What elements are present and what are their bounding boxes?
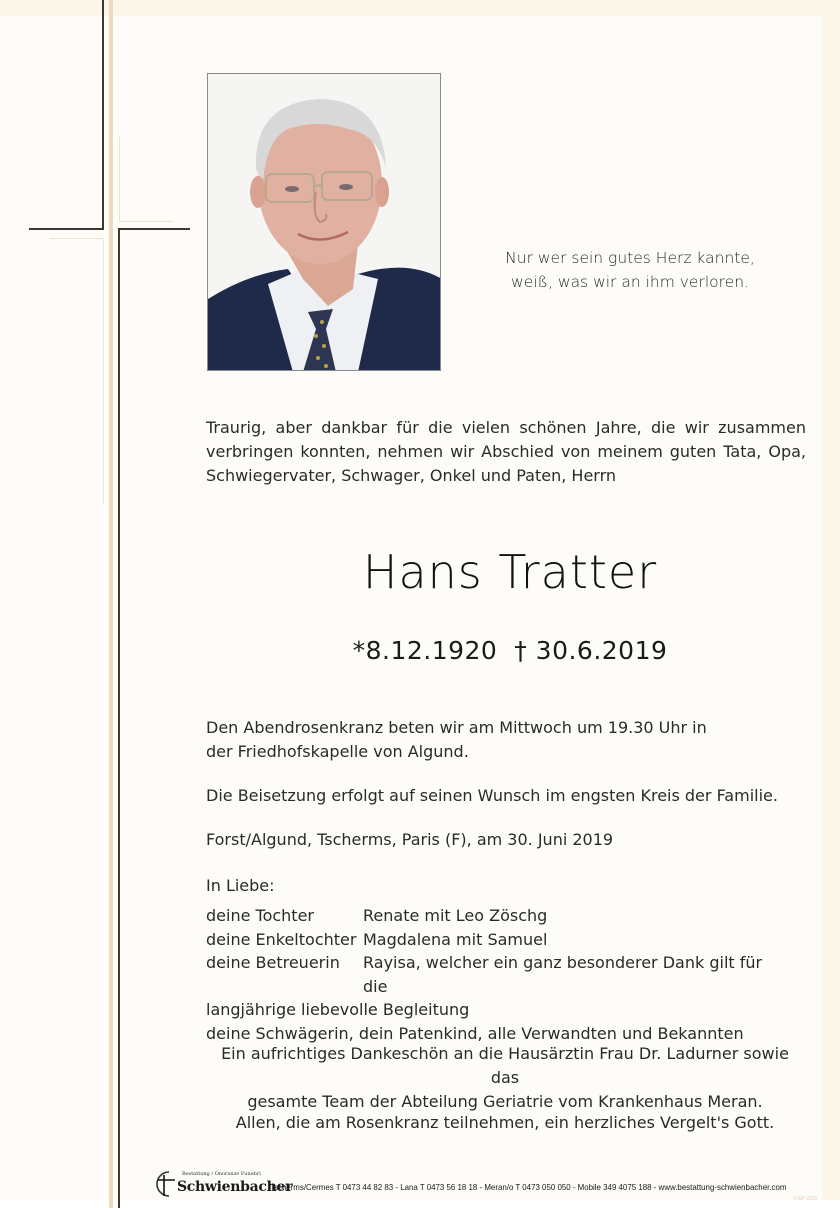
cross-upper-left-line [102, 0, 104, 230]
cross-inner-lower-line [103, 238, 104, 503]
mourner-names: Rayisa, welcher ein ganz besonderer Dank gilt für die [363, 953, 763, 996]
life-dates: *8.12.1920 † 30.6.2019 [352, 636, 668, 665]
intro-paragraph: Traurig, aber dankbar für die vielen schönen Jahre, die wir zusammen verbringen konnten, nehmen wir Abschied von meinem guten Tata, Opa, Schwiegervater, Schwager, Onkel und Paten, Herrn [206, 418, 806, 485]
mourner-continuation: langjährige liebevolle Begleitung [206, 1000, 470, 1019]
logo-name: Schwienbacher [177, 1179, 293, 1195]
mourner-row [206, 904, 776, 928]
mourner-others: deine Schwägerin, dein Patenkind, alle Verwandten und Bekannten [206, 1023, 744, 1043]
thanks-line-2: gesamte Team der Abteilung Geriatrie vom Krankenhaus Meran. [247, 1092, 763, 1111]
mourner-names: Magdalena mit Samuel [363, 929, 548, 949]
mourner-row [206, 951, 776, 998]
rosary-announcement: Den Abendrosenkranz beten wir am Mittwoch um 19.30 Uhr in der Friedhofskapelle von Algund. [206, 718, 707, 761]
funeral-home-footer [155, 1166, 831, 1200]
funeral-home-logo [155, 1170, 293, 1200]
logo-tagline: Bestattung / Onoranze Funebri [182, 1171, 261, 1177]
quote-line-2: weiß, was wir an ihm verloren. [511, 273, 749, 291]
print-code: © EP 0120 [793, 1196, 818, 1202]
mourners-heading: In Liebe: [206, 876, 275, 895]
memorial-quote [490, 246, 770, 294]
portrait-photo [207, 73, 441, 371]
cross-left-arm-line [29, 228, 104, 230]
mourner-relation: deine Enkeltochter [206, 929, 357, 949]
cross-inner-left-arm [50, 238, 104, 239]
mourners-list [206, 904, 776, 1045]
portrait-image [208, 74, 441, 371]
place-and-date: Forst/Algund, Tscherms, Paris (F), am 30. Juni 2019 [206, 830, 614, 849]
cross-inner-right-arm [119, 221, 173, 222]
quote-line-1: Nur wer sein gutes Herz kannte, [505, 249, 755, 267]
cross-right-arm-line [118, 228, 190, 230]
closing-thanks: Allen, die am Rosenkranz teilnehmen, ein herzliches Vergelt's Gott. [235, 1113, 775, 1132]
deceased-name: Hans Tratter [362, 545, 658, 599]
cross-circle-logo-icon [155, 1170, 177, 1198]
burial-announcement: Die Beisetzung erfolgt auf seinen Wunsch im engsten Kreis der Familie. [206, 786, 778, 805]
mourner-names: Renate mit Leo Zöschg [363, 906, 548, 925]
mourner-row [206, 928, 776, 952]
cross-center-beam [109, 0, 113, 1208]
mourner-relation: deine Betreuerin [206, 953, 340, 972]
thanks-paragraph [210, 1042, 800, 1114]
thanks-line-1: Ein aufrichtiges Dankeschön an die Hausärztin Frau Dr. Ladurner sowie das [221, 1044, 789, 1087]
cross-lower-right-line [118, 228, 120, 1208]
mourner-relation: deine Tochter [206, 906, 314, 925]
cross-inner-upper-line [119, 137, 120, 222]
bottom-margin [0, 1200, 840, 1208]
contact-info: Tscherms/Cermes T 0473 44 82 83 - Lana T 0473 56 18 18 - Meran/o T 0473 050 050 - Mobile 349 4075 188 - www.bestattung-schwienbacher.com [270, 1182, 787, 1192]
